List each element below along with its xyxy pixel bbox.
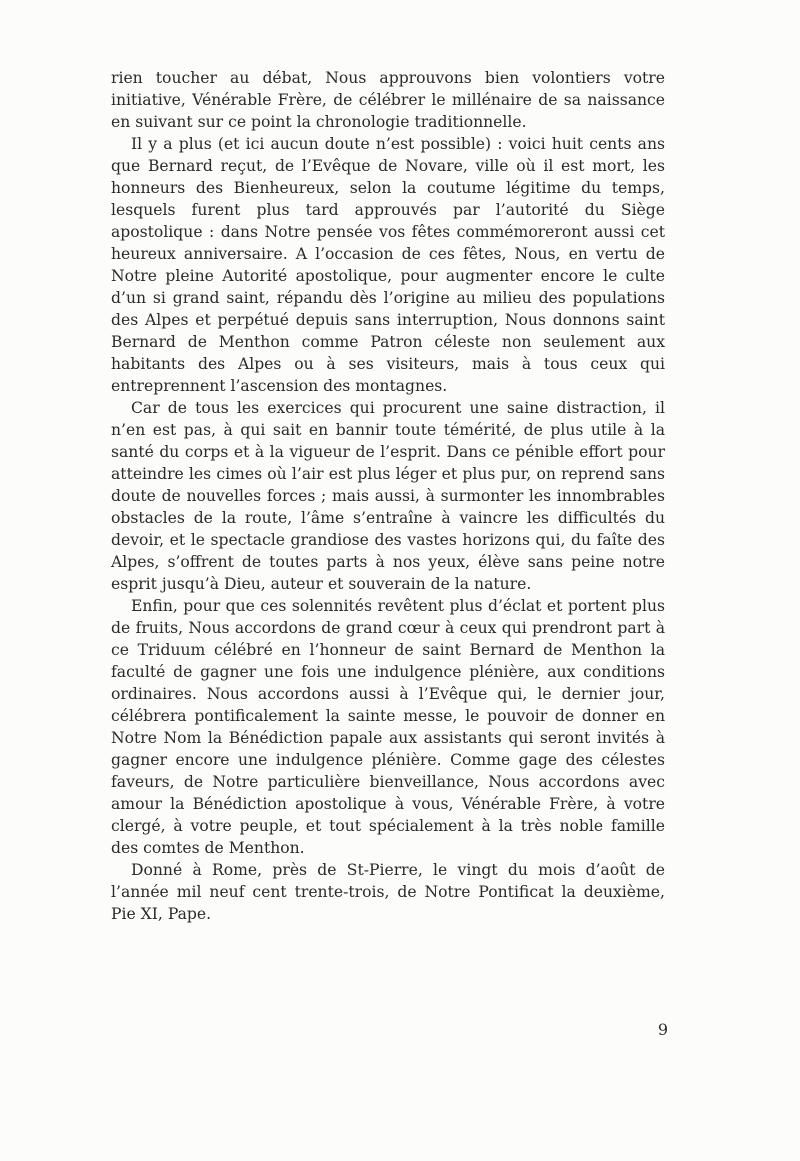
- paragraph-5: Donné à Rome, près de St-Pierre, le vingt du mois d’août de l’année mil neuf cent trente-trois, de Notre Pontificat la deuxième, Pie XI, Pape.: [111, 861, 665, 923]
- body-text: [111, 67, 665, 925]
- paragraph-1: rien toucher au débat, Nous approuvons bien volontiers votre initiative, Vénérable Frère, de célébrer le millénaire de sa naissance en suivant sur ce point la chronologie traditionnelle.: [111, 69, 665, 131]
- paragraph-2: Il y a plus (et ici aucun doute n’est possible) : voici huit cents ans que Bernard reçut, de l’Evêque de Novare, ville où il est mort, les honneurs des Bienheureux, selon la coutume légitime du temps, lesquels furent plus tard approuvés par l’autorité du Siège apostolique : dans Notre pensée vos fêtes commémoreront aussi cet heureux anniversaire. A l’occasion de ces fêtes, Nous, en vertu de Notre pleine Autorité apostolique, pour augmenter encore le culte d’un si grand saint, répandu dès l’origine au milieu des populations des Alpes et perpétué depuis sans interruption, Nous donnons saint Bernard de Menthon comme Patron céleste non seulement aux habitants des Alpes ou à ses visiteurs, mais à tous ceux qui entreprennent l’ascension des montagnes.: [111, 135, 665, 395]
- paragraph-3: Car de tous les exercices qui procurent une saine distraction, il n’en est pas, à qui sait en bannir toute témérité, de plus utile à la santé du corps et à la vigueur de l’esprit. Dans ce pénible effort pour atteindre les cimes où l’air est plus léger et plus pur, on reprend sans doute de nouvelles forces ; mais aussi, à surmonter les innombrables obstacles de la route, l’âme s’entraîne à vaincre les difficultés du devoir, et le spectacle grandiose des vastes horizons qui, du faîte des Alpes, s’offrent de toutes parts à nos yeux, élève sans peine notre esprit jusqu’à Dieu, auteur et souverain de la nature.: [111, 399, 665, 593]
- page-number: 9: [657, 1020, 668, 1039]
- paragraph-4: Enfin, pour que ces solennités revêtent plus d’éclat et portent plus de fruits, Nous accordons de grand cœur à ceux qui prendront part à ce Triduum célébré en l’honneur de saint Bernard de Menthon la faculté de gagner une fois une indulgence plénière, aux conditions ordinaires. Nous accordons aussi à l’Evêque qui, le dernier jour, célébrera pontificalement la sainte messe, le pouvoir de donner en Notre Nom la Bénédiction papale aux assistants qui seront invités à gagner encore une indulgence plénière. Comme gage des célestes faveurs, de Notre particulière bienveillance, Nous accordons avec amour la Bénédiction apostolique à vous, Vénérable Frère, à votre clergé, à votre peuple, et tout spécialement à la très noble famille des comtes de Menthon.: [111, 597, 665, 857]
